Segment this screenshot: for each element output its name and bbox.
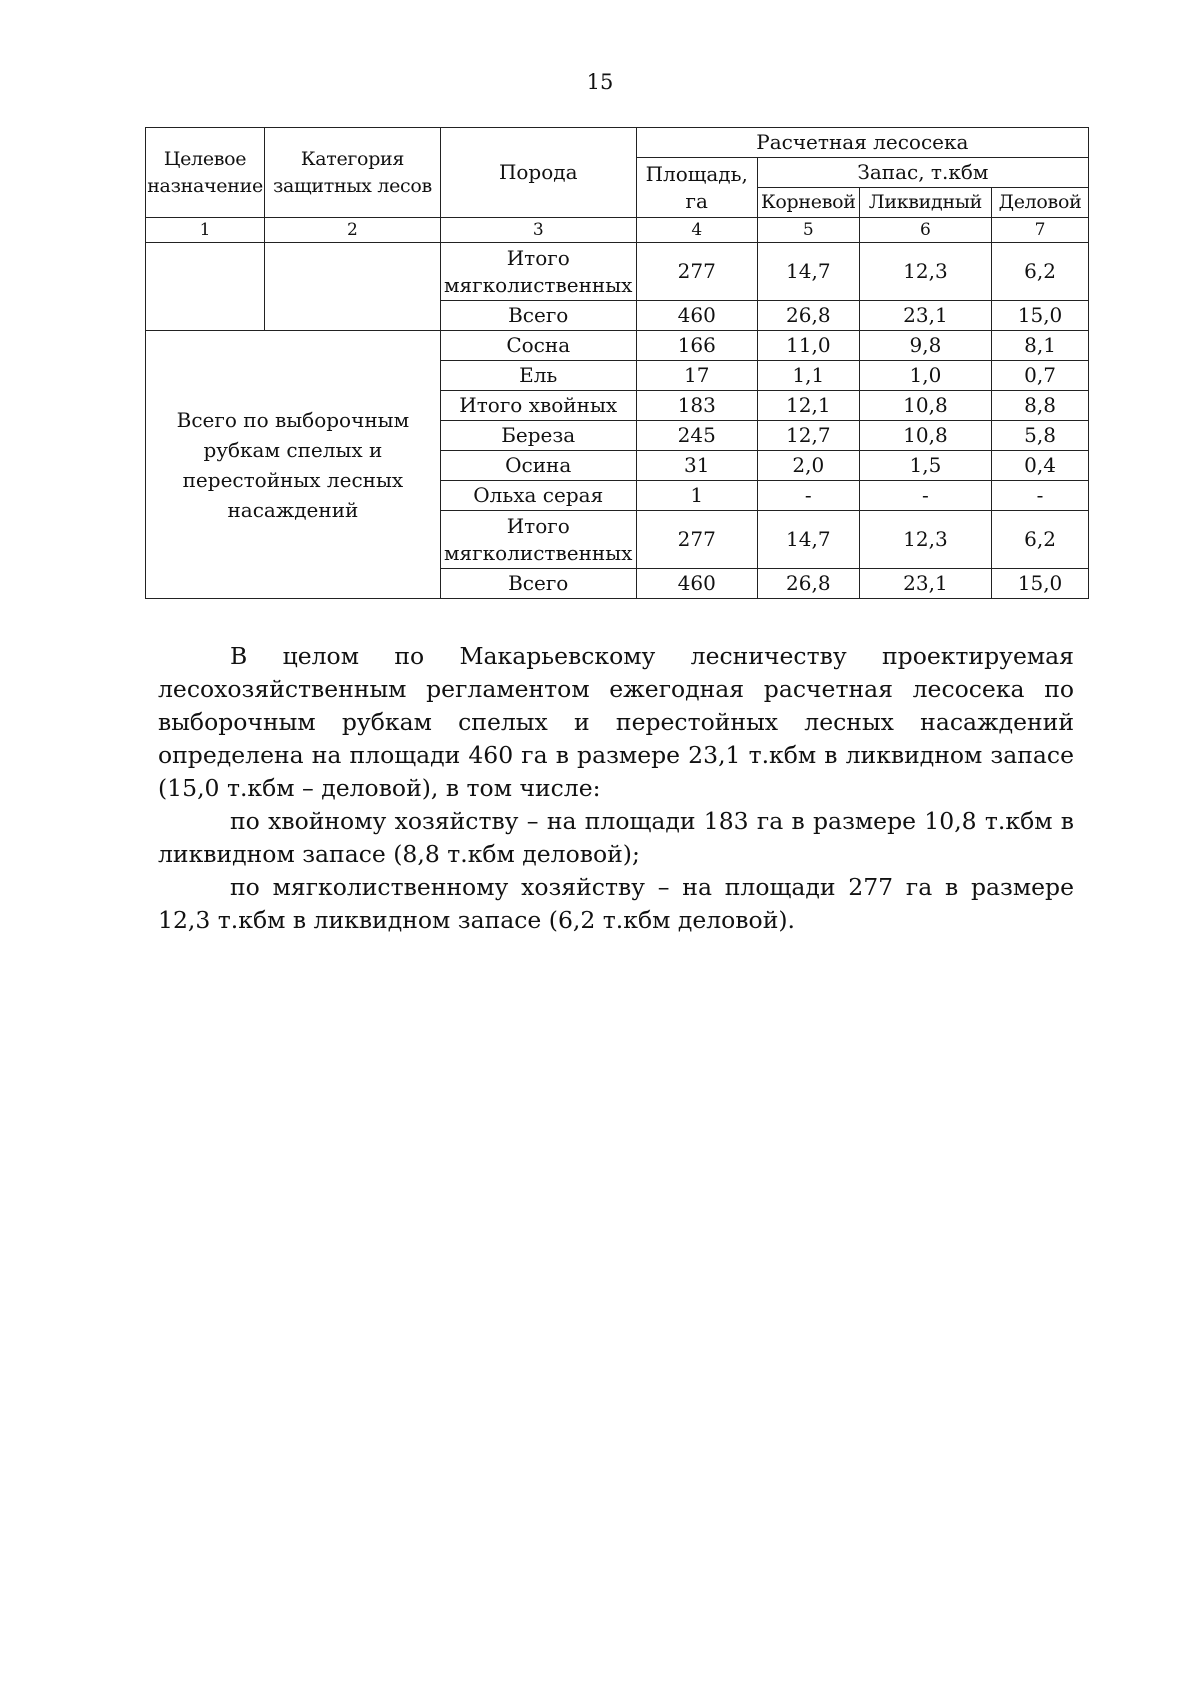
species-cell: Береза (440, 421, 636, 451)
header-business: Деловой (992, 188, 1089, 218)
column-number: 6 (859, 218, 991, 243)
species-cell: Ель (440, 361, 636, 391)
table-body (146, 243, 1089, 599)
area-cell: 183 (636, 391, 757, 421)
business-cell: 0,7 (992, 361, 1089, 391)
header-cutting-area: Расчетная лесосека (636, 128, 1088, 158)
table-header (146, 128, 1089, 243)
business-cell: 8,1 (992, 331, 1089, 361)
liquid-cell: 1,5 (859, 451, 991, 481)
business-cell: 0,4 (992, 451, 1089, 481)
column-number: 2 (265, 218, 441, 243)
root-cell: 11,0 (757, 331, 859, 361)
business-cell: 15,0 (992, 569, 1089, 599)
species-cell: Сосна (440, 331, 636, 361)
table-row (146, 243, 1089, 301)
root-cell: 12,1 (757, 391, 859, 421)
area-cell: 17 (636, 361, 757, 391)
header-area: Площадь, га (636, 158, 757, 218)
root-cell: - (757, 481, 859, 511)
cutting-area-table (145, 127, 1089, 599)
empty-purpose-cell (146, 243, 265, 331)
paragraph-deciduous: по мягколиственному хозяйству – на площади 277 га в размере 12,3 т.кбм в ликвидном запасе (6,2 т.кбм деловой). (158, 873, 1074, 934)
header-liquid: Ликвидный (859, 188, 991, 218)
liquid-cell: 12,3 (859, 511, 991, 569)
species-cell: Всего (440, 301, 636, 331)
liquid-cell: 1,0 (859, 361, 991, 391)
table-row (146, 331, 1089, 361)
liquid-cell: 12,3 (859, 243, 991, 301)
paragraph-summary: В целом по Макарьевскому лесничеству проектируемая лесохозяйственным регламентом ежегодная расчетная лесосека по выборочным рубкам спелых и перестойных лесных насаждений определена на площади 460 га в размере 23,1 т.кбм в ликвидном запасе (15,0 т.кбм – деловой), в том числе: (158, 642, 1074, 802)
species-cell: Всего (440, 569, 636, 599)
group-label-cell: Всего по выборочным рубкам спелых и перестойных лесных насаждений (146, 331, 441, 599)
root-cell: 26,8 (757, 569, 859, 599)
root-cell: 2,0 (757, 451, 859, 481)
area-cell: 166 (636, 331, 757, 361)
species-cell: Итого мягколиственных (440, 511, 636, 569)
body-text (158, 640, 1074, 937)
liquid-cell: 23,1 (859, 569, 991, 599)
header-purpose: Целевое назначение (146, 128, 265, 218)
area-cell: 1 (636, 481, 757, 511)
header-stock: Запас, т.кбм (757, 158, 1088, 188)
area-cell: 460 (636, 569, 757, 599)
area-cell: 245 (636, 421, 757, 451)
column-number: 1 (146, 218, 265, 243)
business-cell: 15,0 (992, 301, 1089, 331)
area-cell: 277 (636, 511, 757, 569)
liquid-cell: - (859, 481, 991, 511)
liquid-cell: 10,8 (859, 391, 991, 421)
root-cell: 1,1 (757, 361, 859, 391)
column-number: 7 (992, 218, 1089, 243)
area-cell: 460 (636, 301, 757, 331)
liquid-cell: 9,8 (859, 331, 991, 361)
species-cell: Итого мягколиственных (440, 243, 636, 301)
root-cell: 14,7 (757, 511, 859, 569)
species-cell: Осина (440, 451, 636, 481)
header-species: Порода (440, 128, 636, 218)
page-number: 15 (586, 70, 614, 94)
paragraph-coniferous: по хвойному хозяйству – на площади 183 га в размере 10,8 т.кбм в ликвидном запасе (8,8 т.кбм деловой); (158, 807, 1074, 868)
column-number: 5 (757, 218, 859, 243)
business-cell: 8,8 (992, 391, 1089, 421)
header-category: Категория защитных лесов (265, 128, 441, 218)
area-cell: 277 (636, 243, 757, 301)
empty-category-cell (265, 243, 441, 331)
area-cell: 31 (636, 451, 757, 481)
root-cell: 12,7 (757, 421, 859, 451)
species-cell: Ольха серая (440, 481, 636, 511)
business-cell: - (992, 481, 1089, 511)
header-root: Корневой (757, 188, 859, 218)
species-cell: Итого хвойных (440, 391, 636, 421)
root-cell: 14,7 (757, 243, 859, 301)
liquid-cell: 23,1 (859, 301, 991, 331)
business-cell: 6,2 (992, 243, 1089, 301)
liquid-cell: 10,8 (859, 421, 991, 451)
column-number: 3 (440, 218, 636, 243)
column-number: 4 (636, 218, 757, 243)
business-cell: 5,8 (992, 421, 1089, 451)
root-cell: 26,8 (757, 301, 859, 331)
business-cell: 6,2 (992, 511, 1089, 569)
